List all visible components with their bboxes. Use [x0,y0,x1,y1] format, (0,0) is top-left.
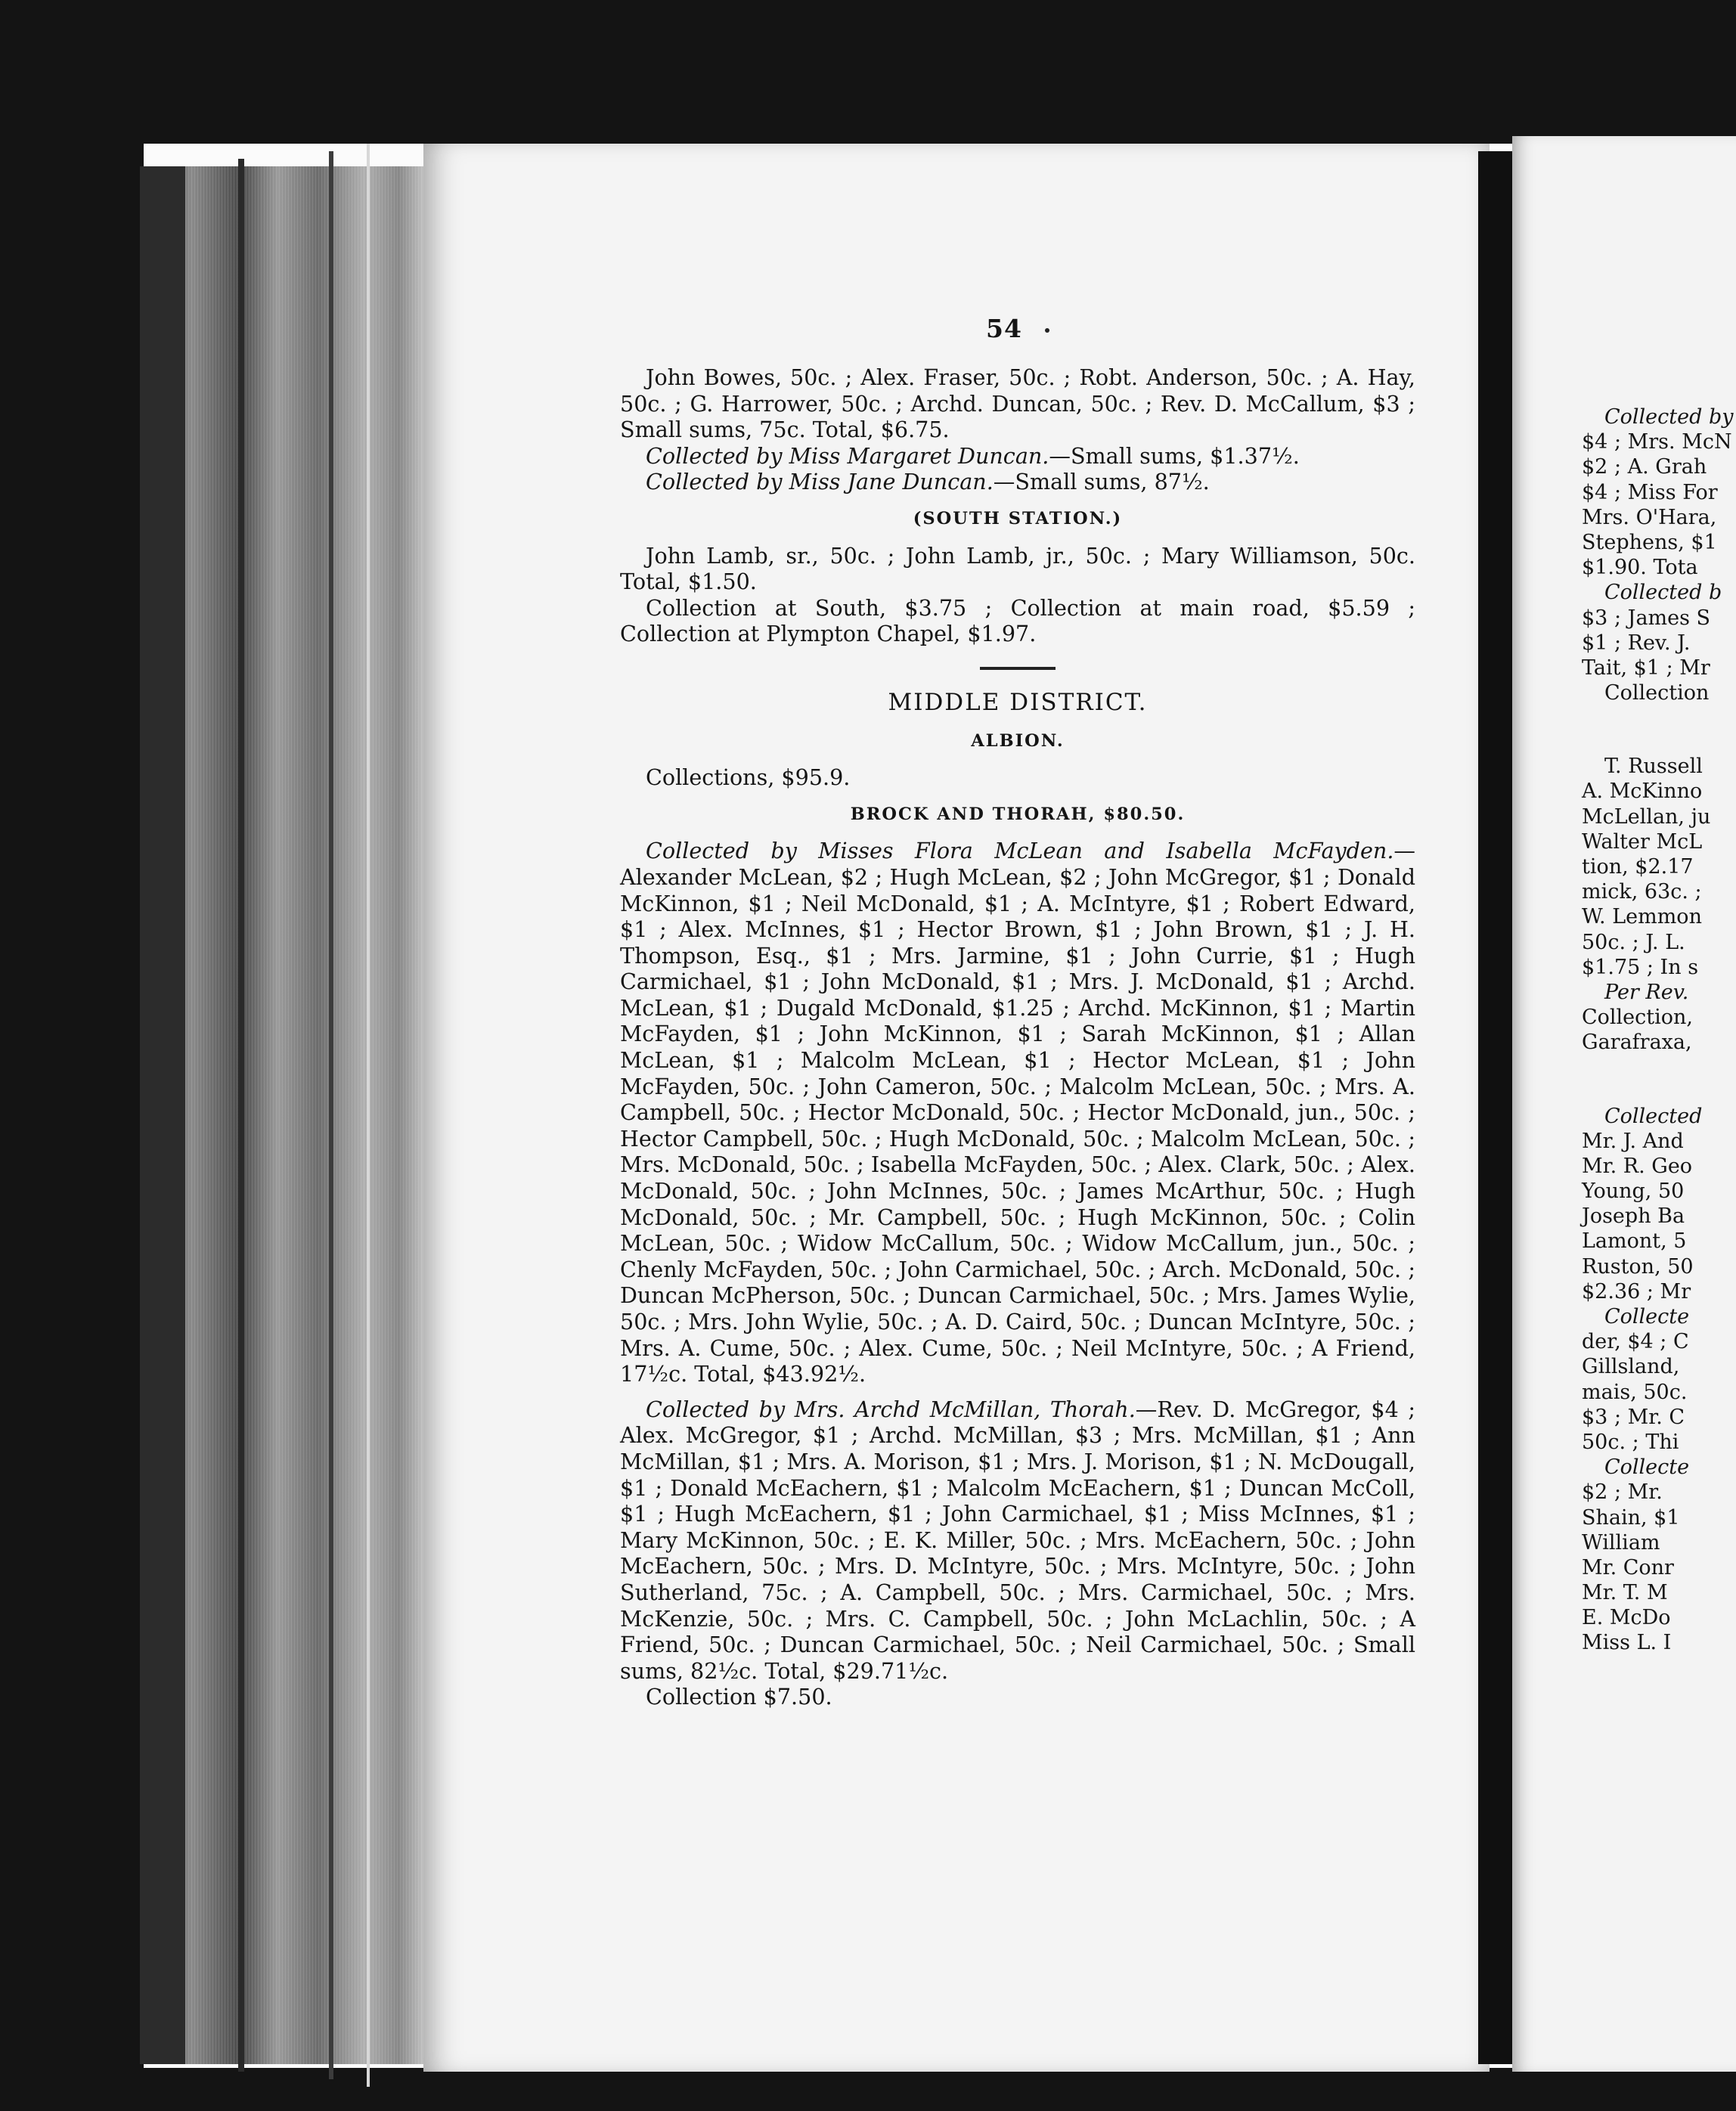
right-page-line: A. McKinno [1582,780,1703,804]
right-page-line: Collected [1604,1104,1703,1128]
albion-heading: ALBION. [971,730,1065,751]
page-text [620,310,1415,1710]
jane-duncan-paragraph [620,469,1415,495]
right-page-line: Mr. R. Geo [1582,1154,1693,1178]
right-page-line: $4 ; Mrs. McN [1582,430,1732,454]
right-page-line: McLellan, ju [1582,804,1711,829]
right-page-line: mick, 63c. ; [1582,880,1702,904]
paragraph-gap [620,1387,1415,1396]
mcmillan-label: Collected by Mrs. Archd McMillan, Thorah. [646,1396,1136,1422]
albion-paragraph: Collections, $95.9. [646,764,851,791]
right-page-line [1582,1056,1736,1080]
right-page-line: Mrs. O'Hara, [1582,505,1717,529]
jane-duncan-text: —Small sums, 87½. [993,469,1210,495]
right-page-line: $2 ; A. Grah [1582,455,1707,479]
right-page-line: $4 ; Miss For [1582,480,1718,504]
right-page-line [1582,705,1736,730]
right-page-line: William [1582,1530,1660,1555]
margaret-duncan-label: Collected by Miss Margaret Duncan. [646,442,1049,469]
page-number: 54 [986,314,1022,343]
right-page-line: $1.90. Tota [1582,556,1698,580]
mcmillan-text: —Rev. D. McGregor, $4 ; Alex. McGregor, $1 ; Archd. McMillan, $3 ; Mrs. McMillan, $1 ; Ann McMillan, $1 ; Mrs. A. Morison, $1 ; Mrs. J. Morison, $1 ; N. McDougall, $1 ; Donald McEachern, $1 ; Malcolm McEachern, $1 ; Duncan McColl, $1 ; Hugh McEachern, $1 ; John Carmichael, $1 ; Miss McInnes, $1 ; Mary McKinnon, 50c. ; E. K. Miller, 50c. ; Mrs. McEachern, 50c. ; John McEachern, 50c. ; Mrs. D. McIntyre, 50c. ; Mrs. McIntyre, 50c. ; John Sutherland, 75c. ; A. Campbell, 50c. ; Mrs. Carmichael, 50c. ; Mrs. McKenzie, 50c. ; Mrs. C. Campbell, 50c. ; John McLachlin, 50c. ; A Friend, 50c. ; Duncan Carmichael, 50c. ; Neil Carmichael, 50c. ; Small sums, 82½c. Total, $29.71½c. [620,1396,1416,1684]
right-page-line [1582,1080,1736,1104]
right-page-line: $2.36 ; Mr [1582,1279,1691,1303]
right-page-text [1582,405,1736,1656]
middle-district-heading: MIDDLE DISTRICT. [888,688,1148,716]
final-collection: Collection $7.50. [646,1684,832,1710]
right-page-line: Mr. T. M [1582,1581,1668,1605]
right-page-line: $1.75 ; In s [1582,955,1699,979]
right-page-line: mais, 50c. [1582,1380,1688,1404]
right-page-line [1582,730,1736,754]
right-page-line: Young, 50 [1582,1179,1685,1204]
mclean-mcfayden-text: —Alexander McLean, $2 ; Hugh McLean, $2 ; John McGregor, $1 ; Donald McKinnon, $1 ; Neil McDonald, $1 ; A. McIntyre, $1 ; Robert Edward, $1 ; Alex. McInnes, $1 ; Hector Brown, $1 ; John Brown, $1 ; J. H. Thompson, Esq., $1 ; Mrs. Jarmine, $1 ; John Currie, $1 ; Hugh Carmichael, $1 ; John McDonald, $1 ; Mrs. J. McDonald, $1 ; Archd. McLean, $1 ; Dugald McDonald, $1.25 ; Archd. McKinnon, $1 ; Martin McFayden, $1 ; John McKinnon, $1 ; Sarah McKinnon, $1 ; Allan McLean, $1 ; Malcolm McLean, $1 ; Hector McLean, $1 ; John McFayden, 50c. ; John Cameron, 50c. ; Malcolm McLean, 50c. ; Mrs. A. Campbell, 50c. ; Hector McDonald, 50c. ; Hector McDonald, jun., 50c. ; Hector Campbell, 50c. ; Hugh McDonald, 50c. ; Malcolm McLean, 50c. ; Mrs. McDonald, 50c. ; Isabella McFayden, 50c. ; Alex. Clark, 50c. ; Alex. McDonald, 50c. ; John McInnes, 50c. ; James McArthur, 50c. ; Hugh McDonald, 50c. ; Mr. Campbell, 50c. ; Hugh McKinnon, 50c. ; Colin McLean, 50c. ; Widow McCallum, 50c. ; Widow McCallum, jun., 50c. ; Chenly McFayden, 50c. ; John Carmichael, 50c. ; Arch. McDonald, 50c. ; Duncan McPherson, 50c. ; Duncan Carmichael, 50c. ; Mrs. James Wylie, 50c. ; Mrs. John Wylie, 50c. ; A. D. Caird, 50c. ; Duncan McIntyre, 50c. ; Mrs. A. Cume, 50c. ; Alex. Cume, 50c. ; Neil McIntyre, 50c. ; A Friend, 17½c. Total, $43.92½. [620,838,1415,1387]
right-page-line: Miss L. I [1582,1631,1672,1655]
right-page-line: tion, $2.17 [1582,855,1694,879]
brock-thorah-heading: BROCK AND THORAH, $80.50. [850,804,1186,824]
south-station-heading: (SOUTH STATION.) [913,508,1123,529]
right-page-line: $1 ; Rev. J. [1582,631,1691,655]
right-page-line: Joseph Ba [1582,1204,1685,1229]
right-page-line: Mr. J. And [1582,1129,1684,1153]
intro-paragraph: John Bowes, 50c. ; Alex. Fraser, 50c. ; Robt. Anderson, 50c. ; A. Hay, 50c. ; G. Harrower, 50c. ; Archd. Duncan, 50c. ; Rev. D. McCallum, $3 ; Small sums, 75c. Total, $6.75. [620,364,1415,443]
right-page-line: $3 ; Mr. C [1582,1405,1685,1429]
right-page-line: Mr. Conr [1582,1555,1674,1579]
right-page-line: Collected by [1604,405,1734,429]
right-page-line: E. McDo [1582,1606,1671,1630]
right-page-line: Ruston, 50 [1582,1254,1694,1279]
right-page-line: Garafraxa, [1582,1031,1692,1055]
right-page-line: 50c. ; J. L. [1582,930,1685,954]
collections-paragraph: Collection at South, $3.75 ; Collection at main road, $5.59 ; Collection at Plympton Chapel, $1.97. [620,594,1415,647]
right-page-line: Walter McL [1582,829,1703,854]
right-page-line: 50c. ; Thi [1582,1430,1679,1454]
mclean-mcfayden-paragraph [620,838,1415,1387]
right-page-line: Stephens, $1 [1582,530,1717,554]
mcmillan-paragraph [620,1396,1415,1685]
right-page-line: W. Lemmon [1582,905,1702,929]
right-page-line: Gillsland, [1582,1355,1680,1379]
ink-dot [1045,328,1049,333]
section-divider [980,667,1056,670]
margaret-duncan-paragraph [620,443,1415,470]
background-left [0,0,144,2111]
right-page-line: der, $4 ; C [1582,1330,1689,1354]
right-page-line: Collected b [1604,581,1722,605]
south-station-paragraph: John Lamb, sr., 50c. ; John Lamb, jr., 50c. ; Mary Williamson, 50c. Total, $1.50. [620,542,1415,595]
right-page-line: Per Rev. [1604,980,1689,1004]
page-edges-drawing [140,144,427,2087]
margaret-duncan-text: —Small sums, $1.37½. [1049,442,1300,469]
right-page-line: $2 ; Mr. [1582,1480,1663,1505]
page-number-row [620,310,1415,348]
right-page-line: Lamont, 5 [1582,1229,1687,1254]
right-page-line: Collection, [1582,1006,1693,1030]
right-page-line: T. Russell [1604,755,1703,779]
page-edges [140,144,427,2087]
right-page-line: $3 ; James S [1582,606,1711,630]
right-page-line: Collecte [1604,1305,1690,1328]
right-page-line: Collection [1604,681,1710,705]
right-page-line: Shain, $1 [1582,1505,1680,1530]
jane-duncan-label: Collected by Miss Jane Duncan. [646,469,994,495]
mclean-mcfayden-label: Collected by Misses Flora McLean and Isabella McFayden. [646,838,1394,864]
book-gutter [1478,151,1516,2064]
right-page-line: Collecte [1604,1455,1690,1480]
right-page-line: Tait, $1 ; Mr [1582,656,1710,680]
background-top [0,0,1736,144]
